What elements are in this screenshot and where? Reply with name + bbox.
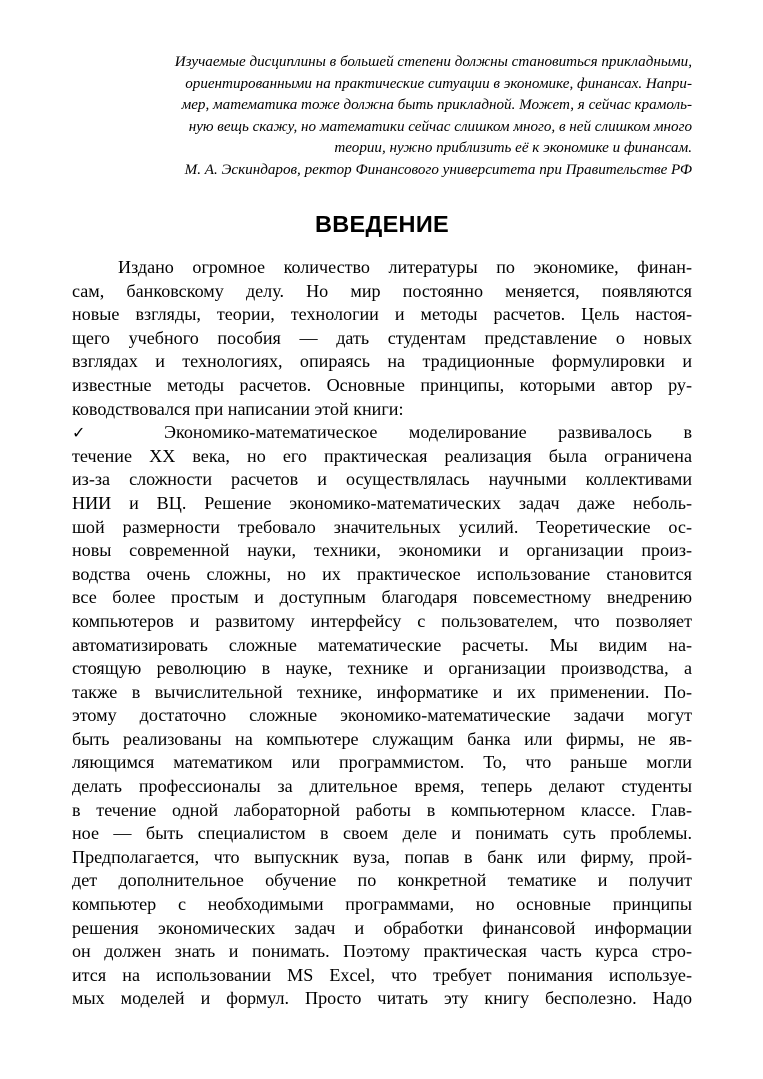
paragraph-line: ляющимся математиком или программистом. То, что раньше могли	[72, 752, 692, 773]
paragraph-line: щего учебного пособия — дать студентам представление о новых	[72, 327, 692, 348]
paragraph-line: быть реализованы на компьютере служащим банка или фирмы, не яв-	[72, 728, 692, 749]
checkmark-icon: ✓	[72, 423, 86, 443]
paragraph-line: Предполагается, что выпускник вуза, попав в банк или фирму, прой-	[72, 846, 692, 867]
paragraph-line: взглядах и технологиях, опираясь на традиционные формулировки и	[72, 351, 692, 372]
body-text	[72, 256, 692, 1011]
paragraph-line: компьютеров и развитому интерфейсу с пользователем, что позволяет	[72, 610, 692, 631]
paragraph-line: сам, банковскому делу. Но мир постоянно меняется, появляются	[72, 280, 692, 301]
paragraph-line: ится на использовании MS Excel, что требует понимания используе-	[72, 964, 692, 985]
paragraph-line: известные методы расчетов. Основные принципы, которыми автор ру-	[72, 374, 692, 395]
paragraph-line: ководствовался при написании этой книги:	[72, 398, 404, 419]
paragraph-line: Издано огромное количество литературы по экономике, финан-	[118, 257, 692, 277]
paragraph-line: новы современной науки, техники, экономики и организации произ-	[72, 540, 692, 561]
paragraph-line: течение XX века, но его практическая реализация была ограничена	[72, 445, 692, 466]
paragraph-line: стоящую революцию в науке, технике и организации производства, а	[72, 658, 692, 679]
paragraph-line: он должен знать и понимать. Поэтому практическая часть курса стро-	[72, 941, 692, 962]
paragraph-line: в течение одной лабораторной работы в компьютерном классе. Глав-	[72, 799, 692, 820]
epigraph-line: ориентированными на практические ситуации в экономике, финансах. Напри-	[185, 75, 692, 92]
paragraph-line: решения экономических задач и обработки финансовой информации	[72, 917, 692, 938]
epigraph-author: М. А. Эскиндаров, ректор Финансового университета при Правительстве РФ	[184, 161, 692, 178]
bullet-first-line	[72, 421, 692, 445]
epigraph-line: теории, нужно приблизить её к экономике и финансам.	[334, 140, 692, 156]
epigraph	[72, 52, 692, 181]
bullet-paragraph	[72, 445, 692, 1011]
epigraph-line: ную вещь скажу, но математики сейчас слишком много, в ней слишком много	[188, 118, 692, 135]
bullet-text: Экономико-математическое моделирование развивалось в	[164, 422, 692, 443]
paragraph-line: автоматизировать сложные математические расчеты. Мы видим на-	[72, 634, 692, 655]
section-title: ВВЕДЕНИЕ	[315, 211, 449, 237]
paragraph-line: этому достаточно сложные экономико-математические задачи могут	[72, 705, 692, 726]
paragraph-line: делать профессионалы за длительное время, теперь делают студенты	[72, 776, 692, 797]
epigraph-line: Изучаемые дисциплины в большей степени должны становиться прикладными,	[174, 54, 692, 70]
paragraph-line: из-за сложности расчетов и осуществлялась научными коллективами	[72, 469, 692, 490]
epigraph-line: мер, математика тоже должна быть прикладной. Может, я сейчас крамоль-	[181, 97, 692, 113]
paragraph-line: водства очень сложны, но их практическое использование становится	[72, 563, 692, 584]
page	[72, 52, 692, 1011]
paragraph-line: компьютер с необходимыми программами, но основные принципы	[72, 894, 692, 915]
paragraph-line: дет дополнительное обучение по конкретной тематике и получит	[72, 870, 692, 891]
paragraph-line: ное — быть специалистом в своем деле и понимать суть проблемы.	[72, 823, 692, 844]
paragraph-line: новые взгляды, теории, технологии и методы расчетов. Цель настоя-	[72, 304, 692, 325]
paragraph-line: шой размерности требовало значительных усилий. Теоретические ос-	[72, 516, 692, 537]
paragraph-line: все более простым и доступным благодаря повсеместному внедрению	[72, 587, 692, 608]
paragraph-line: НИИ и ВЦ. Решение экономико-математических задач даже неболь-	[72, 492, 692, 513]
paragraph-line: мых моделей и формул. Просто читать эту книгу бесполезно. Надо	[72, 988, 692, 1009]
paragraph-line: также в вычислительной технике, информатике и их применении. По-	[72, 681, 692, 702]
